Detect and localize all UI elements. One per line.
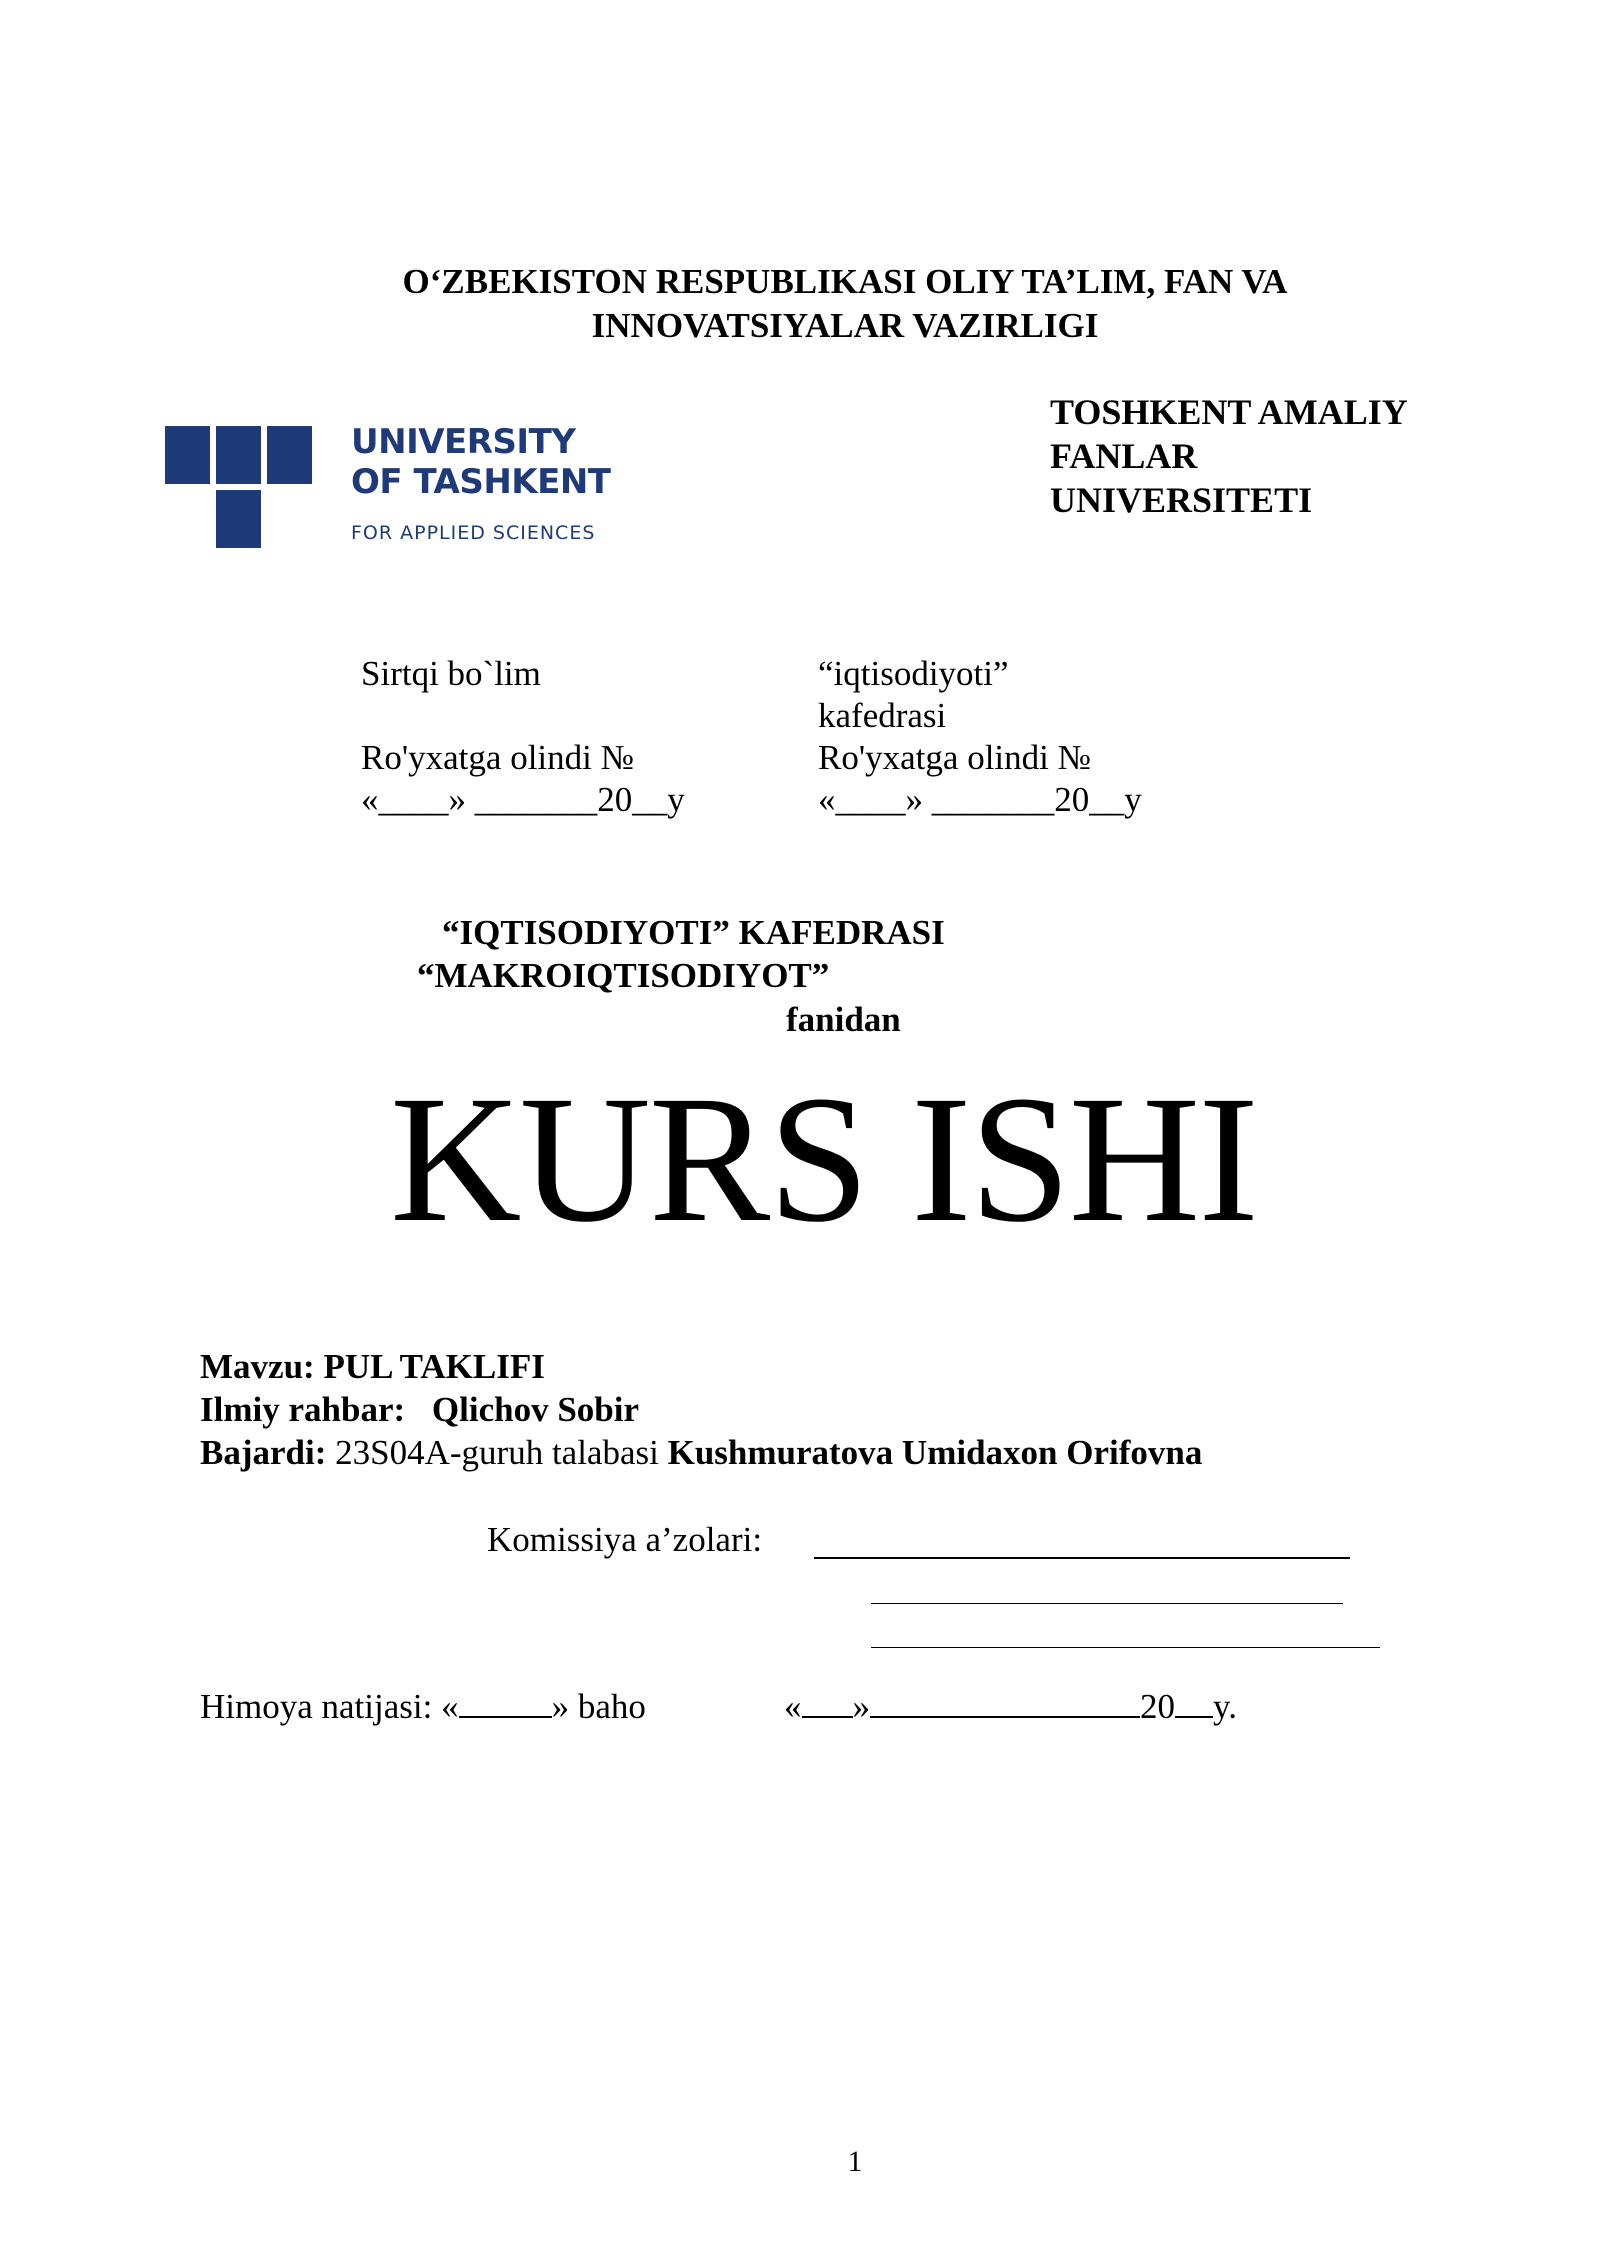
course-suffix: fanidan — [786, 1000, 901, 1039]
page-number: 1 — [847, 2145, 863, 2178]
logo-text-of-tashkent: OF TASHKENT — [351, 462, 611, 502]
defense-year-prefix: 20 — [1140, 1687, 1175, 1726]
registration-date-right: «____» _______20__y — [818, 780, 1142, 819]
registration-right — [818, 653, 1142, 821]
topic-line — [200, 1346, 545, 1388]
document-title: KURS ISHI — [390, 1059, 1257, 1260]
year-blank — [1175, 1688, 1213, 1718]
university-logo — [165, 422, 611, 562]
logo-text-university: UNIVERSITY — [351, 422, 576, 462]
defense-date-close: » — [852, 1687, 870, 1726]
university-name-line-3: UNIVERSITETI — [1050, 480, 1313, 520]
ministry-heading — [0, 260, 1600, 348]
ministry-line-2: INNOVATSIYALAR VAZIRLIGI — [591, 306, 1099, 345]
defense-grade-suffix: » baho — [551, 1687, 646, 1726]
course-subject: “MAKROIQTISODIYOT” — [417, 956, 830, 995]
defense-year-suffix: y. — [1213, 1687, 1237, 1726]
grade-blank — [459, 1688, 552, 1718]
advisor-label: Ilmiy rahbar: — [200, 1390, 406, 1429]
performer-label: Bajardi: — [200, 1433, 327, 1472]
defense-line — [200, 1686, 646, 1728]
logo-mark-icon — [165, 426, 315, 561]
logo-text-applied-sciences: FOR APPLIED SCIENCES — [351, 522, 596, 544]
advisor-line — [200, 1389, 639, 1431]
performer-line — [200, 1432, 1202, 1474]
ministry-line-1: O‘ZBEKISTON RESPUBLIKASI OLIY TA’LIM, FAN VA — [402, 262, 1288, 301]
registration-label-left: Ro'yxatga olindi № — [361, 738, 635, 777]
university-name-line-2: FANLAR — [1050, 436, 1198, 476]
department-section-label: Sirtqi bo`lim — [361, 654, 541, 693]
university-name-line-1: TOSHKENT AMALIY — [1050, 392, 1408, 432]
topic-label: Mavzu: — [200, 1347, 315, 1386]
advisor-value: Qlichov Sobir — [431, 1390, 640, 1429]
defense-date — [784, 1686, 1237, 1728]
university-name — [1050, 390, 1470, 522]
course-department: “IQTISODIYOTI” KAFEDRASI — [442, 913, 945, 952]
defense-label: Himoya natijasi: « — [200, 1687, 459, 1726]
day-blank — [802, 1688, 853, 1718]
registration-label-right: Ro'yxatga olindi № — [818, 738, 1092, 777]
commission-signature-line-3 — [871, 1647, 1380, 1648]
department-name-line-2: kafedrasi — [818, 696, 947, 735]
commission-signature-line-2 — [871, 1603, 1343, 1604]
commission-label: Komissiya a’zolari: — [487, 1520, 763, 1559]
month-blank — [870, 1688, 1140, 1718]
performer-name: Kushmuratova Umidaxon Orifovna — [667, 1433, 1203, 1472]
registration-date-left: «____» _______20__y — [361, 780, 685, 819]
performer-group: 23S04A-guruh talabasi — [335, 1433, 659, 1472]
department-name-line-1: “iqtisodiyoti” — [818, 654, 1009, 693]
commission-signature-line-1 — [814, 1557, 1350, 1559]
registration-left — [361, 653, 685, 821]
topic-value: PUL TAKLIFI — [323, 1347, 545, 1386]
defense-date-open: « — [784, 1687, 802, 1726]
